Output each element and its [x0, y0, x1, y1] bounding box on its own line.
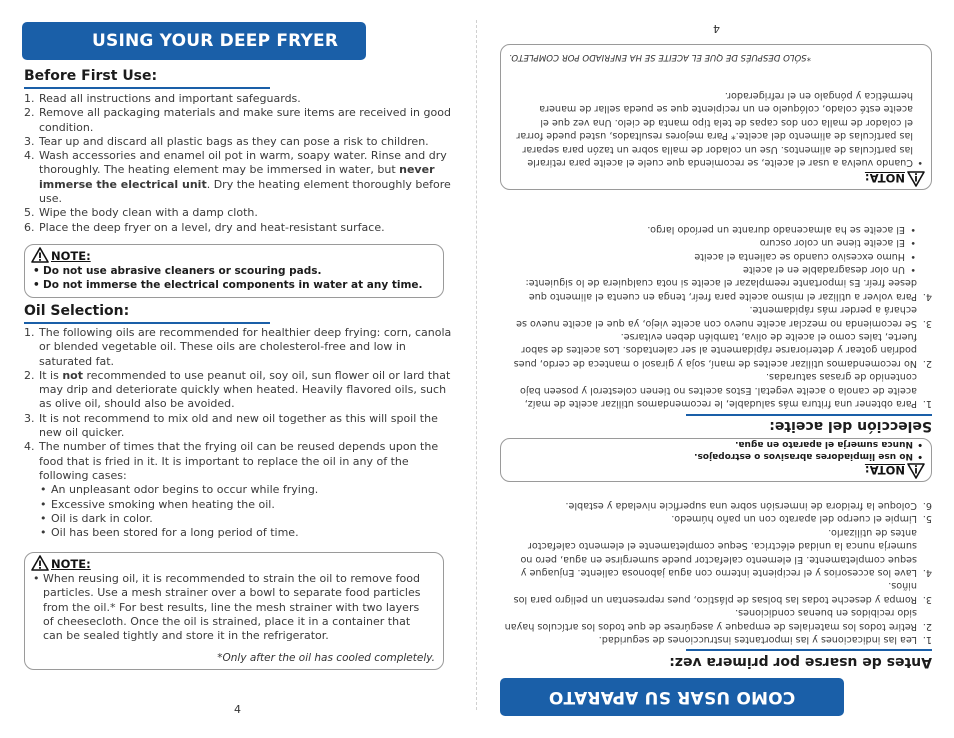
step-text: Coloque la freidora de inmersión sobre una superficie nivelada y estable. [565, 499, 917, 511]
step-item [24, 440, 454, 540]
step-text: Para obtener una fritura más saludable, le recomendamos utilizar aceite de maíz, aceite de canola o aceite vegetal. Estos aceites no tienen colesterol y poseen bajo contenido de grasas saturadas. [520, 371, 917, 409]
note-title: NOTA: [864, 171, 905, 185]
note-list [515, 89, 923, 169]
step-text: . Dry the heating element thoroughly before use. [39, 177, 451, 206]
step-number: 1. [922, 634, 932, 645]
step-text: Para volver a utilizar el mismo aceite para freír, tenga en cuenta el alimento que desee freír. Es importante reemplazar el aceite si nota cualquiera de lo siguiente: [525, 277, 917, 302]
step-emphasis: never immerse the electrical unit [39, 163, 435, 191]
step-text: No recomendamos utilizar aceites de maní, soja y girasol o manteca de cerdo, pues podrían gotear y deteriorarse rápidamente al ser calentados. Los aceites de sabor fuerte, tales como el aceite de oliva, también deben evitarse. [513, 330, 917, 369]
before-use-steps [24, 92, 454, 235]
step-item [502, 512, 932, 525]
before-first-use-heading: Before First Use: [24, 68, 158, 84]
step-text: Remove all packaging materials and make sure items are received in good condition. [39, 106, 451, 134]
step-text: Limpie el cuerpo del aparato con un paño húmedo. [671, 513, 917, 525]
warning-icon [907, 171, 925, 187]
note-item: • When reusing oil, it is recommended to strain the oil to remove food particles. Use a mesh strainer over a bowl to separate food particles from the oil.* For best results, line the mesh strainer with two layers of cheesecloth. Once the oil is strained, place it in a container that can be sealed tightly and store it in the refrigerator. [33, 572, 425, 643]
step-item [24, 412, 454, 441]
footnote: *Only after the oil has cooled completely. [217, 652, 435, 664]
step-number: 3. [922, 593, 932, 605]
step-number: 2. [922, 357, 932, 369]
step-text: Place the deep fryer on a level, dry and heat-resistant surface. [39, 220, 385, 234]
step-number: 5. [24, 206, 35, 220]
step-item [502, 499, 932, 512]
page-number: 4 [713, 22, 720, 35]
step-number: 6. [922, 499, 932, 511]
note-list [523, 438, 923, 462]
section-banner: COMO USAR SU APARATO [500, 678, 844, 716]
step-number: 2. [24, 106, 35, 120]
step-item [502, 303, 932, 330]
step-number: 6. [24, 220, 35, 234]
step-text: It is [39, 368, 63, 382]
bullet-item: • An unpleasant odor begins to occur while frying. [39, 483, 454, 497]
oil-selection-heading: Oil Selection: [24, 303, 130, 319]
note-title: NOTE: [51, 557, 91, 571]
bullet-item: • Oil has been stored for a long period of time. [39, 526, 454, 540]
warning-icon [31, 555, 49, 571]
note-list [33, 264, 433, 293]
step-item [502, 370, 932, 410]
replace-oil-cases [502, 222, 917, 276]
warning-icon [31, 247, 49, 263]
section-banner: USING YOUR DEEP FRYER [22, 22, 366, 60]
step-number: 4. [922, 290, 932, 302]
step-item [502, 330, 932, 370]
note-list [33, 572, 425, 643]
step-number: 4. [24, 440, 35, 454]
replace-oil-cases [39, 483, 454, 540]
heading-rule [24, 87, 270, 89]
step-item [24, 326, 454, 369]
bullet-item: • Un olor desagradable en el aceite [502, 263, 917, 276]
step-text: Tear up and discard all plastic bags as they can pose a risk to children. [39, 134, 429, 148]
oil-selection-steps [502, 222, 932, 410]
step-item [502, 222, 932, 302]
oil-selection-steps [24, 326, 454, 540]
note-title: NOTE: [51, 249, 91, 263]
step-text: The following oils are recommended for healthier deep frying: corn, canola or blended vegetable oil. These oils are cholesterol-free and low in saturated fat. [39, 326, 452, 368]
step-text: Retire todos los materiales de empaque y asegúrese de que todos los artículos hayan sido recibidos en buenas condiciones. [504, 607, 917, 632]
step-text: It is not recommend to mix old and new oil together as this will spoil the new oil quicker. [39, 411, 438, 440]
bullet-item: • Do not use abrasive cleaners or scouring pads. [33, 264, 433, 278]
step-text: Se recomienda no mezclar aceite nuevo con aceite viejo, ya que el aceite nuevo se echará a perder más rápidamente. [516, 304, 917, 329]
step-text: recommended to use peanut oil, soy oil, sun flower oil or lard that may drip and deteriorate quickly when heated. Heavily flavored oils, such as olive oil, should also be avoided. [39, 368, 451, 411]
step-number: 1. [922, 398, 932, 409]
step-item [502, 525, 932, 579]
step-item [24, 92, 454, 106]
step-number: 2. [922, 620, 932, 632]
step-emphasis: not [62, 368, 83, 382]
note-box [500, 438, 932, 482]
step-item [502, 579, 932, 606]
step-item [24, 106, 454, 135]
step-text: Lea las indicaciones y las importantes instrucciones de seguridad. [598, 634, 917, 645]
note-title: NOTA: [864, 463, 905, 477]
bullet-item: • El aceite tiene un color oscuro [502, 236, 917, 249]
note-box [500, 44, 932, 190]
step-text: Lave los accesorios y el recipiente interno con agua jabonosa caliente. Enjuague y seque completamente. El elemento calefactor puede sumergirse en agua, pero no sumerja nunca la unidad eléctrica. Seque completamente el elemento calefactor antes de utilizarlo. [520, 526, 917, 578]
step-item [24, 149, 454, 206]
bullet-item: • Nunca sumerja el aparato en agua. [523, 438, 923, 450]
step-number: 1. [24, 326, 35, 339]
bullet-item: • Excessive smoking when heating the oil. [39, 498, 454, 512]
note-box [24, 244, 444, 298]
step-text: Wipe the body clean with a damp cloth. [39, 206, 258, 220]
step-number: 3. [24, 411, 35, 425]
note-box [24, 552, 444, 670]
bullet-item: • No use limpiadores abrasivos o estropajos. [523, 450, 923, 462]
step-item [24, 135, 454, 149]
step-number: 3. [24, 134, 35, 148]
step-text: Read all instructions and important safeguards. [39, 92, 301, 105]
step-number: 5. [922, 513, 932, 525]
step-item [24, 221, 454, 235]
step-item [502, 633, 932, 646]
heading-rule [24, 322, 270, 324]
step-number: 1. [24, 92, 35, 105]
before-first-use-heading: Antes de usarse por primera vez: [669, 654, 932, 670]
step-item [24, 369, 454, 412]
heading-rule [686, 649, 932, 651]
oil-selection-heading: Selección del aceite: [769, 418, 932, 434]
step-item [502, 606, 932, 633]
step-number: 4. [922, 566, 932, 578]
step-number: 2. [24, 368, 35, 382]
spanish-page [477, 0, 954, 738]
note-item: • Cuando vuelva a usar el aceite, se recomienda que cuele el aceite para retirarle las partículas de alimentos. Use un colador de malla sobre un tazón para separar las partículas de alimento del aceite.* Para mejores resultados, usted puede forrar el colador de malla con dos capas de tela tipo manta de cielo. Una vez que el aceite esté colado, colóquelo en un recipiente que se pueda sellar de manera hermética y póngalo en el refrigerador. [515, 89, 923, 169]
bullet-item: • Humo excesivo cuando se calienta el aceite [502, 249, 917, 262]
step-item [24, 206, 454, 220]
bullet-item: • El aceite se ha almacenado durante un período largo. [502, 222, 917, 235]
step-number: 4. [24, 149, 35, 163]
heading-rule [686, 414, 932, 416]
bullet-item: • Do not immerse the electrical components in water at any time. [33, 278, 433, 292]
step-text: Rompa y deseche todas las bolsas de plástico, pues representan un peligro para los niños. [513, 580, 917, 605]
step-text: Wash accessories and enamel oil pot in warm, soapy water. Rinse and dry thoroughly. The heating element may be immersed in water, but [39, 149, 447, 177]
footnote: *SÓLO DESPUÉS DE QUE EL ACEITE SE HA ENFRIADO POR COMPLETO. [509, 52, 811, 62]
step-text: The number of times that the frying oil can be reused depends upon the food that is fried in it. It is important to replace the oil in any of the following cases: [39, 440, 439, 482]
page-number: 4 [234, 703, 241, 716]
before-use-steps [502, 499, 932, 646]
bullet-item: • Oil is dark in color. [39, 512, 454, 526]
warning-icon [907, 463, 925, 479]
step-number: 3. [922, 317, 932, 329]
